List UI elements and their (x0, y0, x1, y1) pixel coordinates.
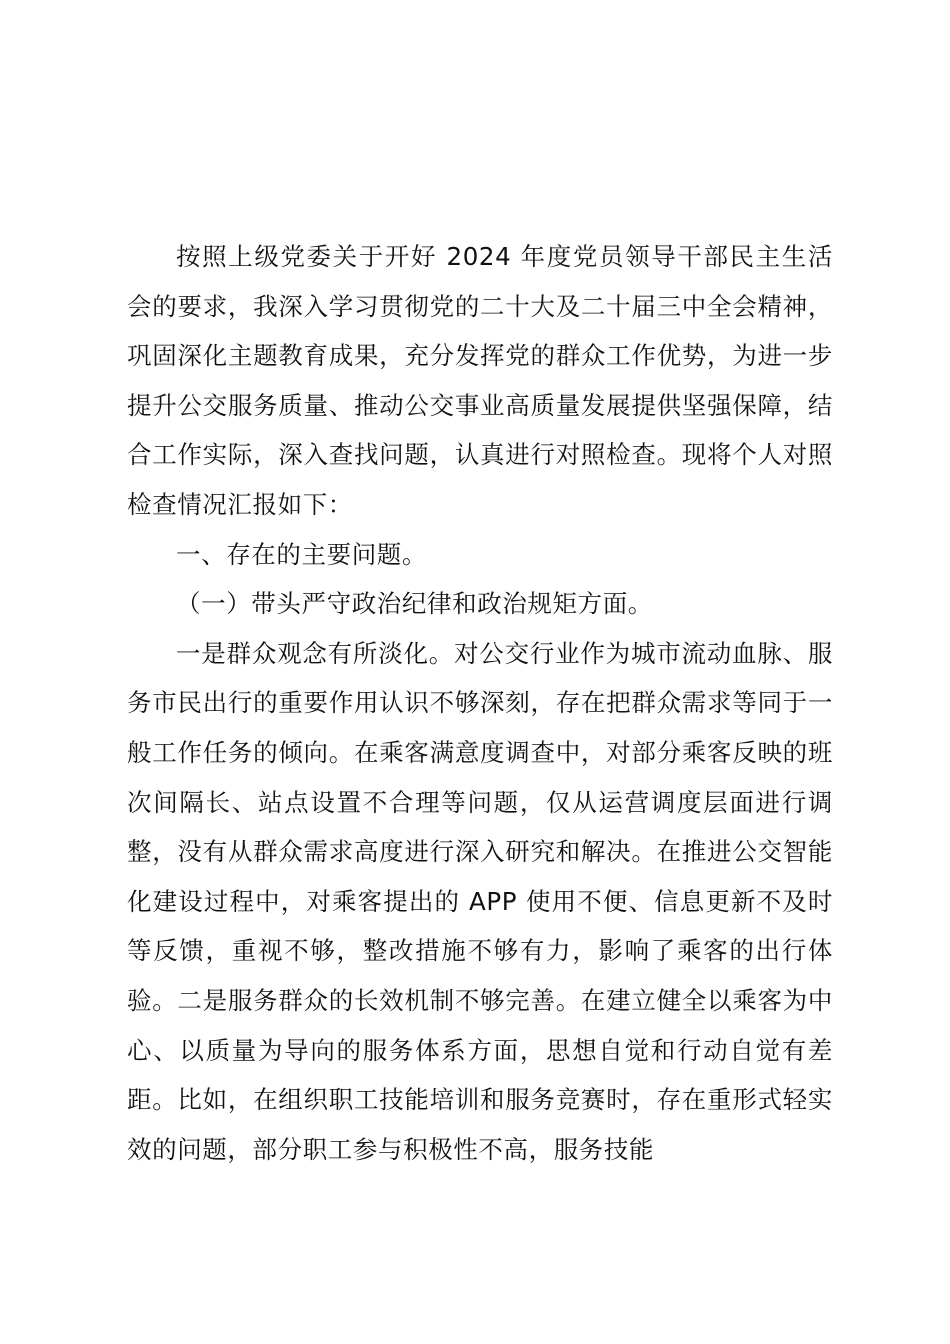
body-paragraph: 一是群众观念有所淡化。对公交行业作为城市流动血脉、服务市民出行的重要作用认识不够深刻，存在把群众需求等同于一般工作任务的倾向。在乘客满意度调查中，对部分乘客反映的班次间隔长、站点设置不合理等问题，仅从运营调度层面进行调整，没有从群众需求高度进行深入研究和解决。在推进公交智能化建设过程中，对乘客提出的 APP 使用不便、信息更新不及时等反馈，重视不够，整改措施不够有力，影响了乘客的出行体验。二是服务群众的长效机制不够完善。在建立健全以乘客为中心、以质量为导向的服务体系方面，思想自觉和行动自觉有差距。比如，在组织职工技能培训和服务竞赛时，存在重形式轻实效的问题，部分职工参与积极性不高，服务技能 (127, 638, 833, 1164)
subsection-heading: （一）带头严守政治纪律和政治规矩方面。 (176, 589, 653, 619)
section-heading: 一、存在的主要问题。 (176, 539, 427, 569)
document-body (127, 232, 833, 1174)
intro-paragraph: 按照上级党委关于开好 2024 年度党员领导干部民主生活会的要求，我深入学习贯彻党的二十大及二十届三中全会精神，巩固深化主题教育成果，充分发挥党的群众工作优势，为进一步提升公交服务质量、推动公交事业高质量发展提供坚强保障，结合工作实际，深入查找问题，认真进行对照检查。现将个人对照检查情况汇报如下： (127, 242, 833, 519)
